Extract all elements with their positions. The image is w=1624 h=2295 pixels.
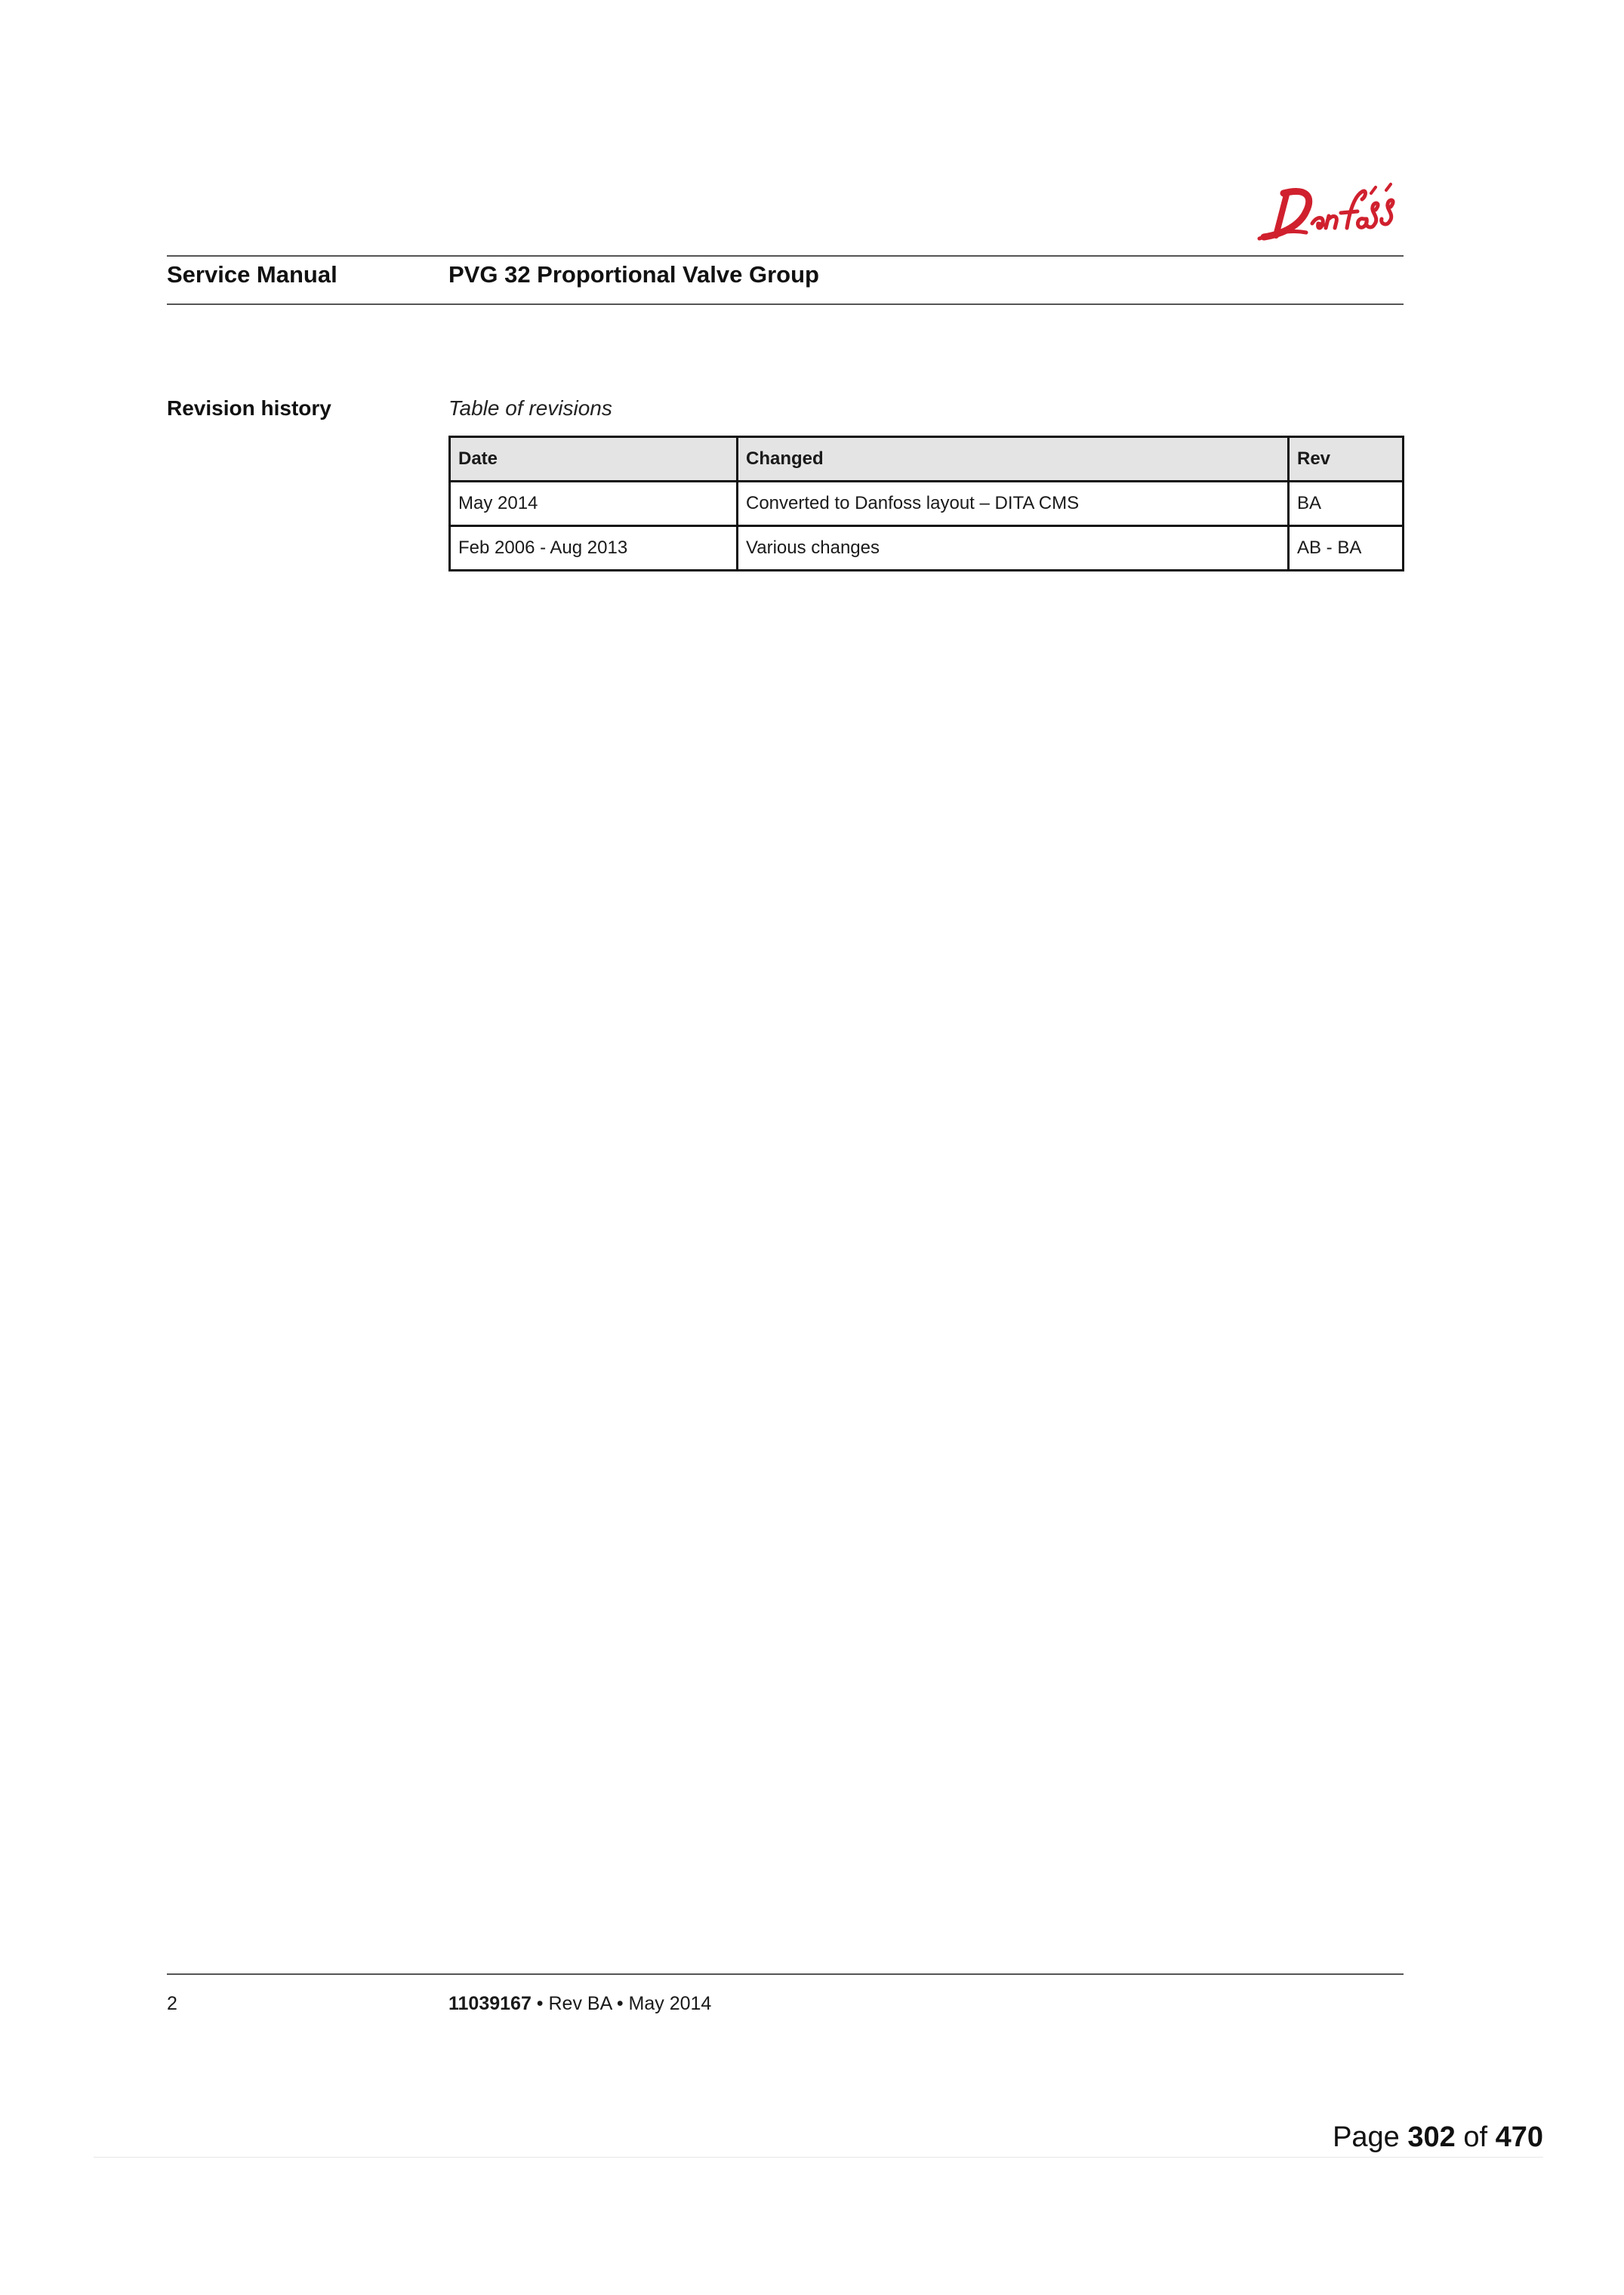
page-current: 302 — [1407, 2121, 1456, 2153]
page-counter — [1333, 2121, 1543, 2154]
page-total: 470 — [1495, 2121, 1543, 2153]
danfoss-logo — [1253, 180, 1404, 249]
footer-doc-rev: • Rev BA • May 2014 — [531, 1993, 712, 2014]
header-rule-top — [167, 255, 1404, 257]
revision-table — [448, 436, 1404, 571]
table-caption: Table of revisions — [448, 396, 612, 420]
page-counter-label: Page — [1333, 2121, 1408, 2153]
table-row — [450, 482, 1404, 526]
cell-rev: AB - BA — [1289, 526, 1404, 571]
cell-changed: Converted to Danfoss layout – DITA CMS — [738, 482, 1289, 526]
table-row — [450, 526, 1404, 571]
table-header-row — [450, 437, 1404, 482]
footer-doc-info — [448, 1993, 711, 2015]
cell-date: Feb 2006 - Aug 2013 — [450, 526, 738, 571]
header-rule-bottom — [167, 303, 1404, 305]
footer-doc-number: 11039167 — [448, 1993, 532, 2014]
header-rev: Rev — [1289, 437, 1404, 482]
page-counter-of: of — [1455, 2121, 1496, 2153]
footer-page-number: 2 — [167, 1993, 177, 2014]
footer-rule — [167, 1973, 1404, 1975]
cell-changed: Various changes — [738, 526, 1289, 571]
header-date: Date — [450, 437, 738, 482]
doc-type: Service Manual — [167, 261, 337, 288]
section-title: Revision history — [167, 396, 331, 420]
cell-date: May 2014 — [450, 482, 738, 526]
page-divider — [94, 2157, 1543, 2158]
cell-rev: BA — [1289, 482, 1404, 526]
header-changed: Changed — [738, 437, 1289, 482]
doc-title: PVG 32 Proportional Valve Group — [448, 261, 819, 288]
